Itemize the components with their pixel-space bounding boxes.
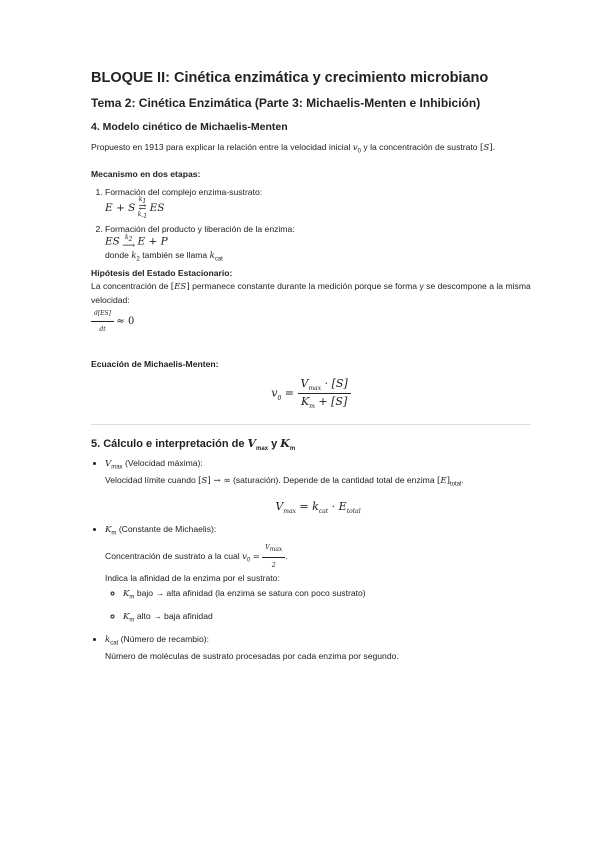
km-low-item: ◦ $K_m$ bajo → alta afinidad (la enzima se satura con poco sustrato) <box>123 587 531 605</box>
hypothesis-label: Hipótesis del Estado Estacionario: <box>91 268 233 278</box>
document-page <box>91 70 531 668</box>
km-high-item: ◦ $K_m$ alto → baja afinidad <box>123 610 531 628</box>
section-4-intro: Propuesto en 1913 para explicar la relación entre la velocidad inicial $v_0$ y la concentración de sustrato [S]. <box>91 142 495 155</box>
section-5-heading: 5. Cálculo e interpretación de $V_{max}$ y $K_m$ <box>91 437 296 453</box>
hypothesis-text: La concentración de [ES] permanece constante durante la medición porque se forma y se descompone a la misma velocidad: <box>91 281 531 305</box>
section-divider <box>91 424 531 425</box>
topic-subtitle: Tema 2: Cinética Enzimática (Parte 3: Michaelis-Menten e Inhibición) <box>91 96 481 110</box>
km-affinity-list <box>105 587 531 627</box>
section-4-heading: 4. Modelo cinético de Michaelis-Menten <box>91 121 288 133</box>
page-title: BLOQUE II: Cinética enzimática y crecimiento microbiano <box>91 70 489 86</box>
vmax-item: • $V_{max}$ (Velocidad máxima): Velocidad límite cuando [S] → ∞ (saturación). Depende de la cantidad total de enzima $[E]_{total}$. $V_{max} = k_{cat} \cdot E_{total}$ <box>105 457 531 519</box>
steady-state-equation: $\frac{d[ES]}{dt}$ ≈ 0 <box>91 307 531 336</box>
parameters-list <box>91 457 531 664</box>
kcat-item: • $k_{cat}$ (Número de recambio): Número de moléculas de sustrato procesadas por cada enzima por segundo. <box>105 633 531 664</box>
km-item: • $K_m$ (Constante de Michaelis): Concentración de sustrato a la cual $v_0$ = $\frac{V_{max}}{2}$ . Indica la afinidad de la enzima por el sustrato: ◦ $K_m$ bajo → alta afinidad (la enzima se satura con poco sustrato) ◦ $K_m$ alto → baja afinidad <box>105 523 531 627</box>
mechanism-steps <box>91 187 531 263</box>
mechanism-step-2: 2. Formación del producto y liberación de la enzima: ES $k_2$ ⟶ E + P donde $k_2$ también se llama $k_{cat}$ <box>105 224 531 263</box>
mechanism-step-1: 1. Formación del complejo enzima-sustrato: E + S $k_1$ ⇄ $k_{-1}$ ES <box>105 187 531 220</box>
vmax-equation: $V_{max} = k_{cat} \cdot E_{total}$ <box>275 500 361 516</box>
michaelis-menten-equation: $v_0$ = $\frac{V_{max} \cdot [S]}{K_m + [S]}$ <box>91 377 531 410</box>
equation-label: Ecuación de Michaelis-Menten: <box>91 359 219 369</box>
mechanism-label: Mecanismo en dos etapas: <box>91 168 201 179</box>
